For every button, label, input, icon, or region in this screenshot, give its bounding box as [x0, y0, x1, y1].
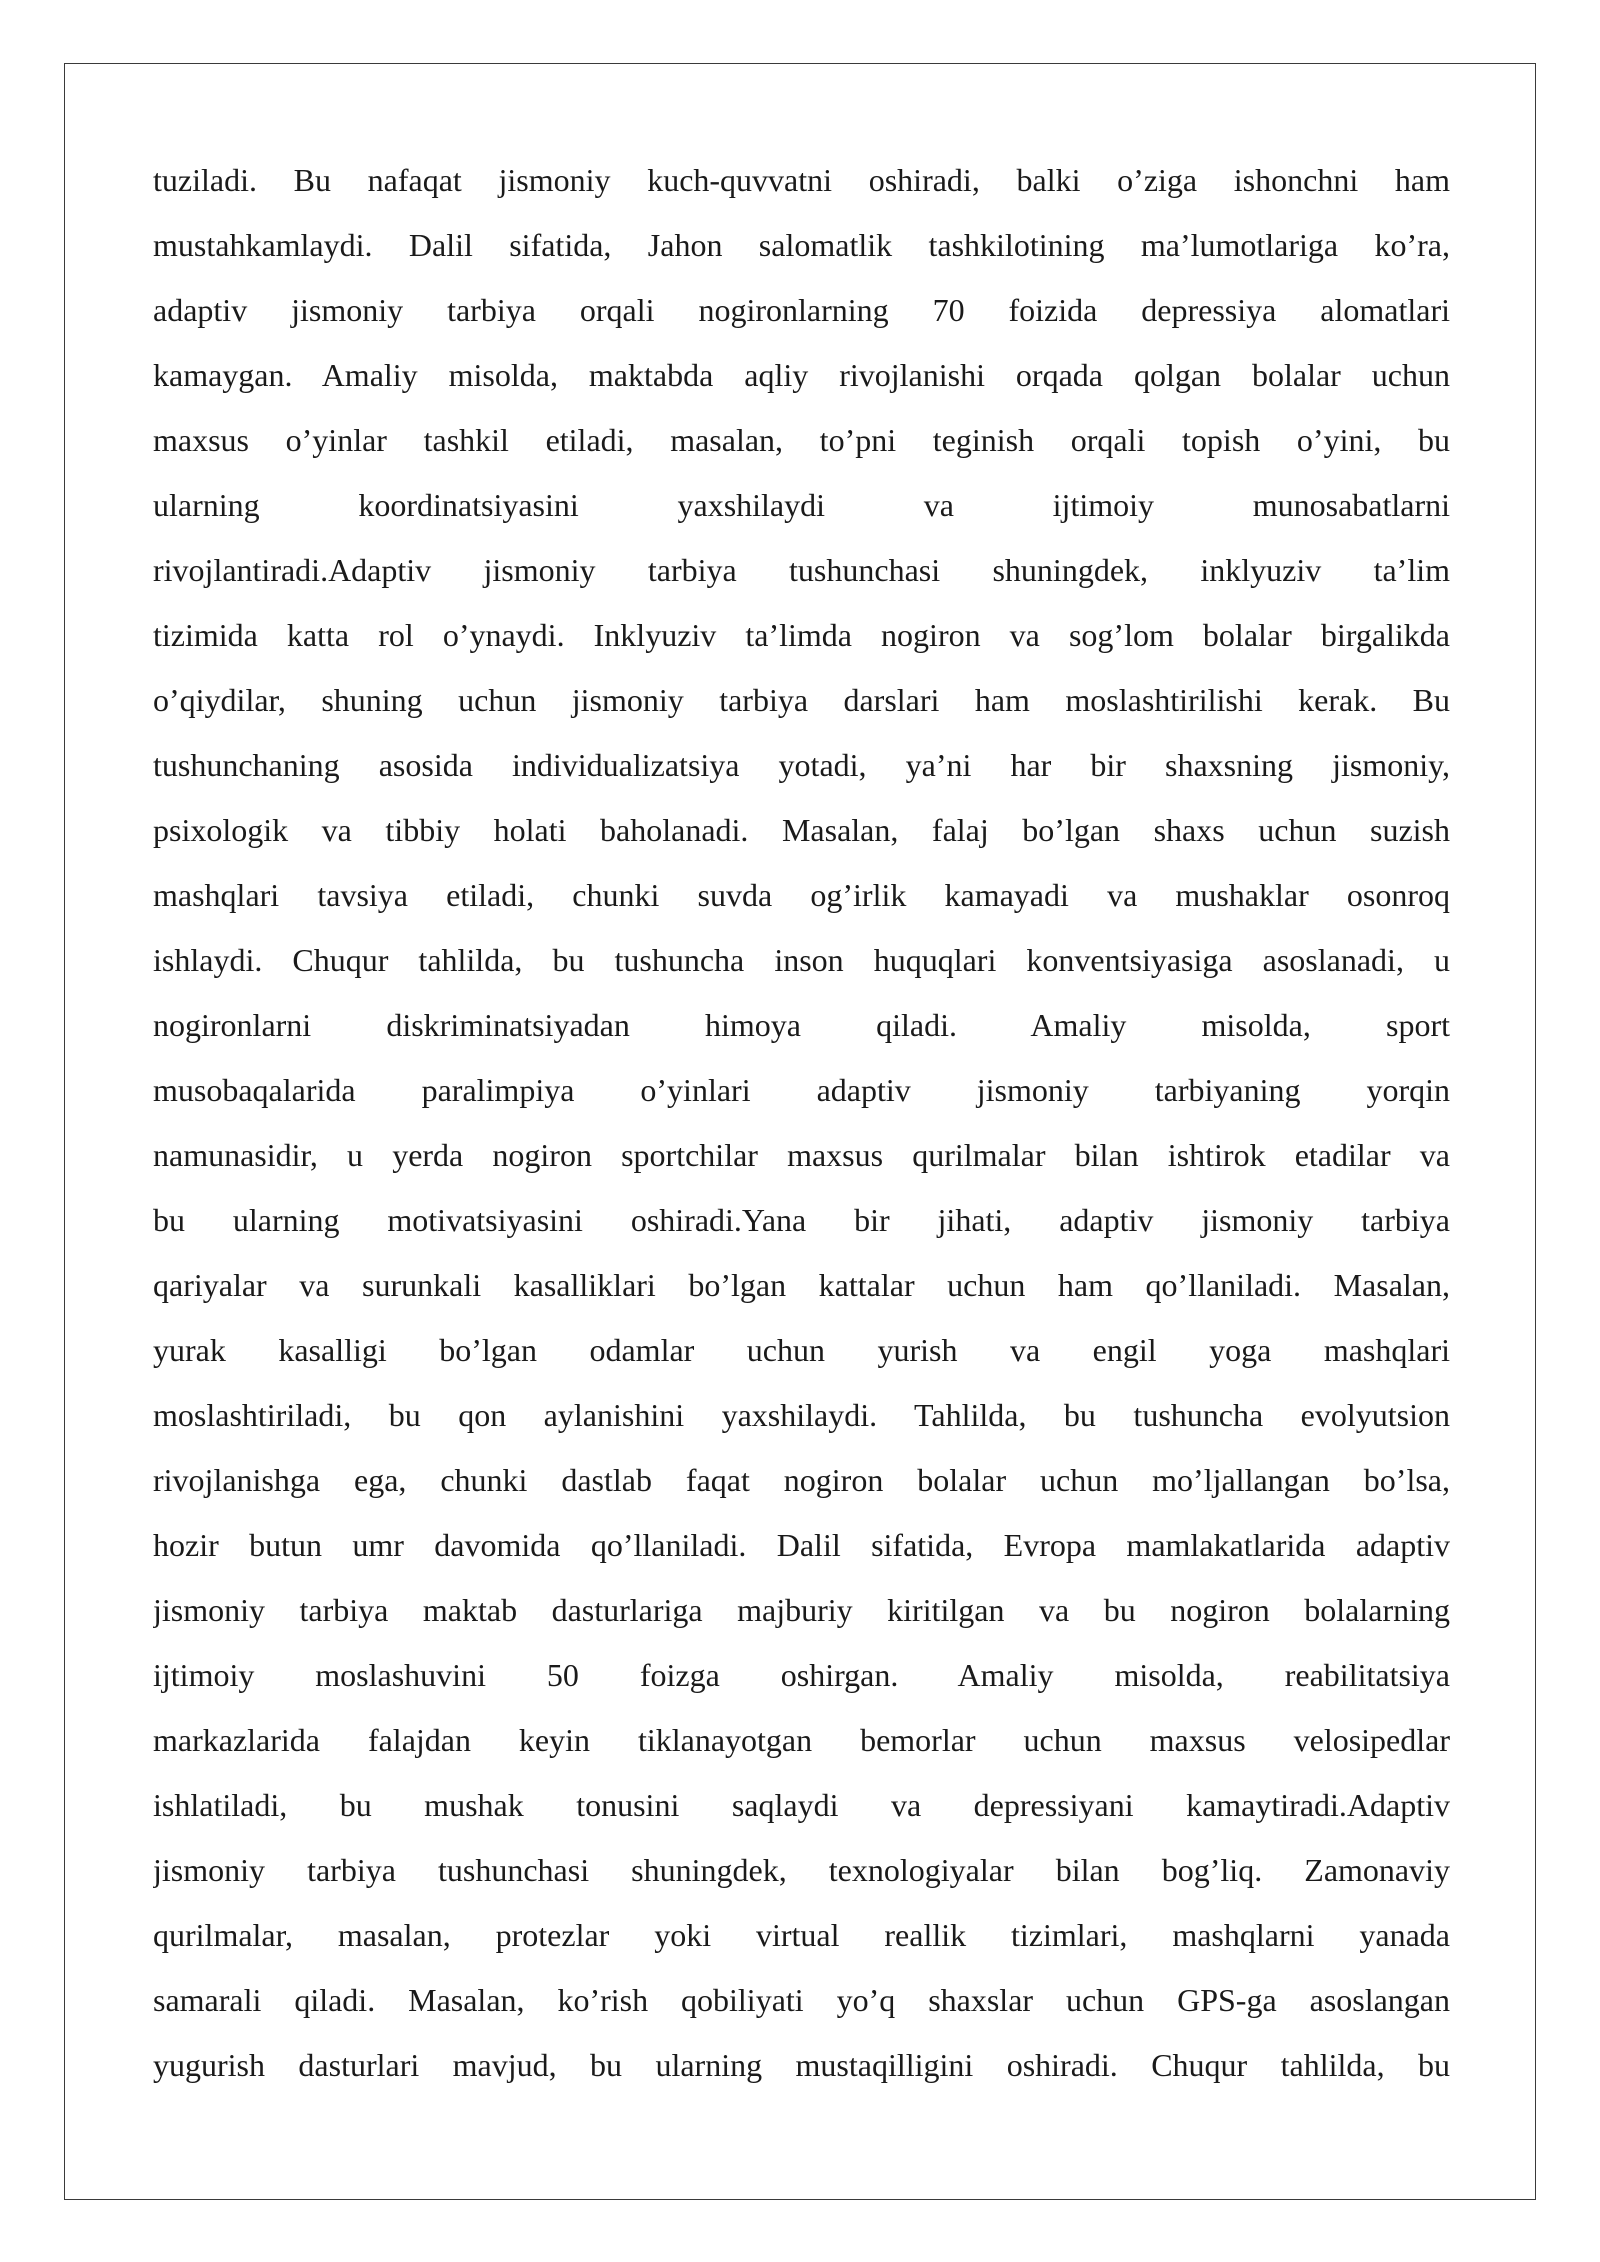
body-line: moslashtiriladi, bu qon aylanishini yaxshilaydi. Tahlilda, bu tushuncha evolyutsion: [153, 1397, 1450, 1433]
body-line: jismoniy tarbiya tushunchasi shuningdek, texnologiyalar bilan bog’liq. Zamonaviy: [153, 1852, 1450, 1888]
body-line: tuziladi. Bu nafaqat jismoniy kuch-quvvatni oshiradi, balki o’ziga ishonchni ham: [153, 162, 1450, 198]
body-line: tushunchaning asosida individualizatsiya yotadi, ya’ni har bir shaxsning jismoniy,: [153, 747, 1450, 783]
body-line: maxsus o’yinlar tashkil etiladi, masalan, to’pni teginish orqali topish o’yini, bu: [153, 422, 1450, 458]
body-line: o’qiydilar, shuning uchun jismoniy tarbiya darslari ham moslashtirilishi kerak. Bu: [153, 682, 1450, 718]
body-line: musobaqalarida paralimpiya o’yinlari adaptiv jismoniy tarbiyaning yorqin: [153, 1072, 1450, 1108]
body-line: hozir butun umr davomida qo’llaniladi. Dalil sifatida, Evropa mamlakatlarida adaptiv: [153, 1527, 1450, 1563]
body-line: namunasidir, u yerda nogiron sportchilar maxsus qurilmalar bilan ishtirok etadilar va: [153, 1137, 1450, 1173]
body-line: nogironlarni diskriminatsiyadan himoya qiladi. Amaliy misolda, sport: [153, 1007, 1450, 1043]
body-line: qurilmalar, masalan, protezlar yoki virtual reallik tizimlari, mashqlarni yanada: [153, 1917, 1450, 1953]
body-line: kamaygan. Amaliy misolda, maktabda aqliy rivojlanishi orqada qolgan bolalar uchun: [153, 357, 1450, 393]
body-line: mashqlari tavsiya etiladi, chunki suvda og’irlik kamayadi va mushaklar osonroq: [153, 877, 1450, 913]
body-line: samarali qiladi. Masalan, ko’rish qobiliyati yo’q shaxslar uchun GPS-ga asoslangan: [153, 1982, 1450, 2018]
body-line: yurak kasalligi bo’lgan odamlar uchun yurish va engil yoga mashqlari: [153, 1332, 1450, 1368]
body-line: ularning koordinatsiyasini yaxshilaydi va ijtimoiy munosabatlarni: [153, 487, 1450, 523]
body-line: rivojlanishga ega, chunki dastlab faqat nogiron bolalar uchun mo’ljallangan bo’lsa,: [153, 1462, 1450, 1498]
body-line: psixologik va tibbiy holati baholanadi. Masalan, falaj bo’lgan shaxs uchun suzish: [153, 812, 1450, 848]
body-line: markazlarida falajdan keyin tiklanayotgan bemorlar uchun maxsus velosipedlar: [153, 1722, 1450, 1758]
body-line: ishlaydi. Chuqur tahlilda, bu tushuncha inson huquqlari konventsiyasiga asoslanadi, u: [153, 942, 1450, 978]
body-line: ijtimoiy moslashuvini 50 foizga oshirgan. Amaliy misolda, reabilitatsiya: [153, 1657, 1450, 1693]
body-line: adaptiv jismoniy tarbiya orqali nogironlarning 70 foizida depressiya alomatlari: [153, 292, 1450, 328]
body-line: tizimida katta rol o’ynaydi. Inklyuziv ta’limda nogiron va sog’lom bolalar birgalikda: [153, 617, 1450, 653]
body-line: rivojlantiradi.Adaptiv jismoniy tarbiya tushunchasi shuningdek, inklyuziv ta’lim: [153, 552, 1450, 588]
body-line: ishlatiladi, bu mushak tonusini saqlaydi va depressiyani kamaytiradi.Adaptiv: [153, 1787, 1450, 1823]
body-line: qariyalar va surunkali kasalliklari bo’lgan kattalar uchun ham qo’llaniladi. Masalan,: [153, 1267, 1450, 1303]
body-line: bu ularning motivatsiyasini oshiradi.Yana bir jihati, adaptiv jismoniy tarbiya: [153, 1202, 1450, 1238]
body-line: yugurish dasturlari mavjud, bu ularning mustaqilligini oshiradi. Chuqur tahlilda, bu: [153, 2047, 1450, 2083]
document-body: [153, 148, 1450, 2098]
body-line: mustahkamlaydi. Dalil sifatida, Jahon salomatlik tashkilotining ma’lumotlariga ko’ra,: [153, 227, 1450, 263]
body-line: jismoniy tarbiya maktab dasturlariga majburiy kiritilgan va bu nogiron bolalarning: [153, 1592, 1450, 1628]
